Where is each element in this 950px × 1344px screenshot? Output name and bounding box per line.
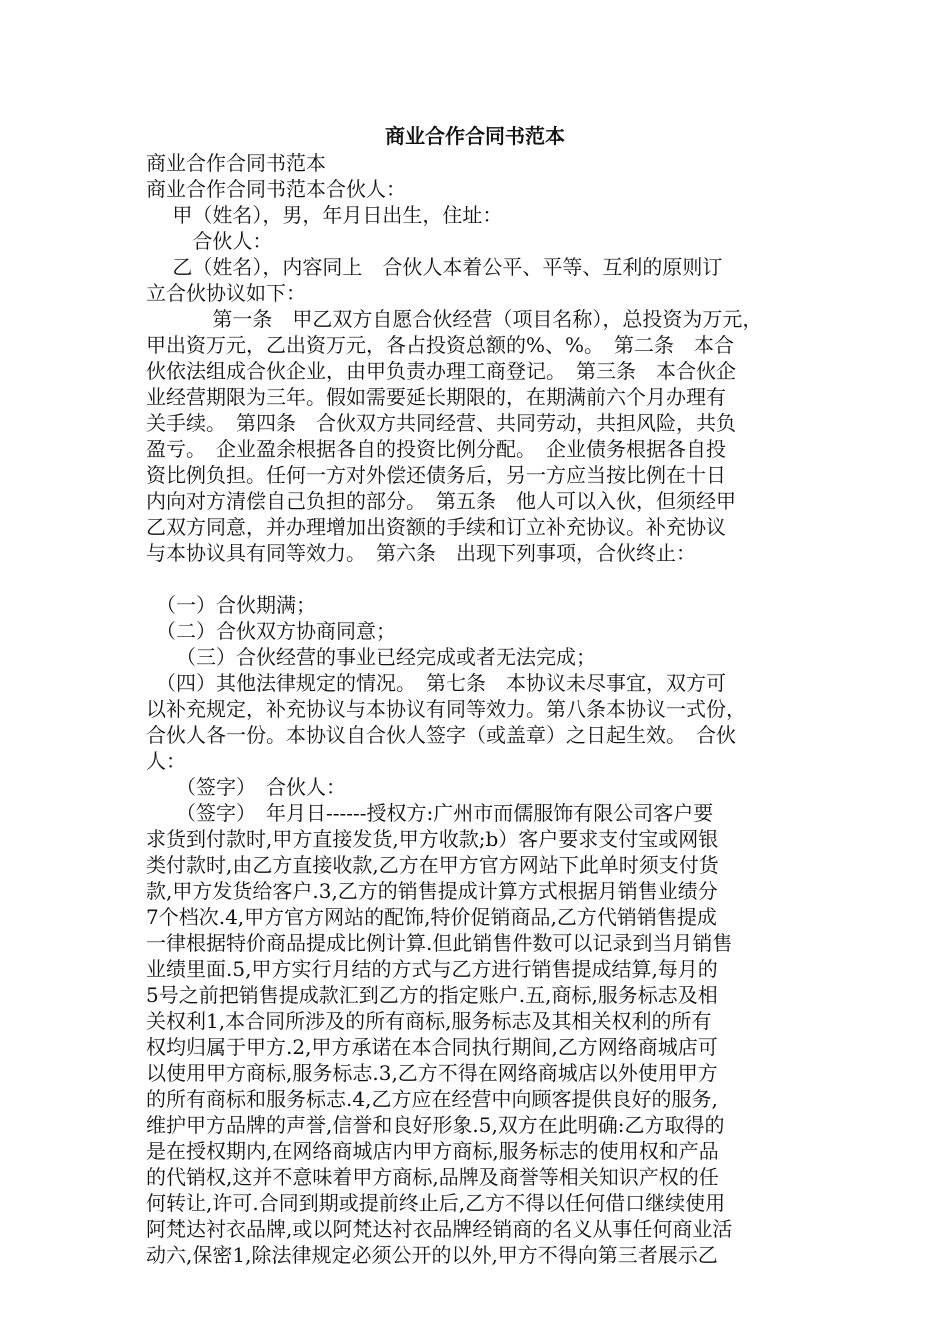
text-line: 第一条 甲乙双方自愿合伙经营（项目名称），总投资为万元，	[146, 307, 763, 331]
text-line: 甲（姓名），男，年月日出生，住址：	[146, 203, 503, 227]
text-line: 业经营期限为三年。假如需要延长期限的，在期满前六个月办理有	[146, 385, 726, 409]
text-line: 伙依法组成合伙企业，由甲负责办理工商登记。 第三条 本合伙企	[146, 359, 736, 383]
text-line: 商业合作合同书范本	[146, 151, 326, 175]
text-line: 的代销权,这并不意味着甲方商标,品牌及商誉等相关知识产权的任	[146, 1165, 719, 1189]
text-line: （二）合伙双方协商同意；	[146, 619, 396, 643]
text-line: （签字） 年月日------授权方:广州市而儒服饰有限公司客户要	[146, 801, 714, 825]
text-line: （四）其他法律规定的情况。 第七条 本协议未尽事宜，双方可	[146, 671, 726, 695]
text-line: 何转让,许可.合同到期或提前终止后,乙方不得以任何借口继续使用	[146, 1191, 726, 1215]
text-line: 商业合作合同书范本合伙人：	[146, 177, 406, 201]
text-line: 关权利1,本合同所涉及的所有商标,服务标志及其相关权利的所有	[146, 1009, 712, 1033]
text-line: （三）合伙经营的事业已经完成或者无法完成；	[146, 645, 596, 669]
text-line: （签字） 合伙人：	[146, 775, 346, 799]
text-line: 乙双方同意，并办理增加出资额的手续和订立补充协议。补充协议	[146, 515, 726, 539]
text-line: 一律根据特价商品提成比例计算.但此销售件数可以记录到当月销售	[146, 931, 733, 955]
text-line: 维护甲方品牌的声誉,信誉和良好形象.5,双方在此明确:乙方取得的	[146, 1113, 725, 1137]
text-line: 5号之前把销售提成款汇到乙方的指定账户.五,商标,服务标志及相	[146, 983, 718, 1007]
text-line: 资比例负担。任何一方对外偿还债务后，另一方应当按比例在十日	[146, 463, 726, 487]
text-line: 动六,保密1,除法律规定必须公开的以外,甲方不得向第三者展示乙	[146, 1243, 718, 1267]
text-line: 7个档次.4,甲方官方网站的配饰,特价促销商品,乙方代销销售提成	[146, 905, 717, 929]
text-line: 人：	[146, 749, 186, 773]
blank-line	[146, 566, 806, 592]
text-line: 立合伙协议如下：	[146, 281, 306, 305]
text-line: 合伙人：	[146, 229, 273, 253]
text-line: 阿梵达衬衣品牌,或以阿梵达衬衣品牌经销商的名义从事任何商业活	[146, 1217, 733, 1241]
text-line: 的所有商标和服务标志.4,乙方应在经营中向顾客提供良好的服务,	[146, 1087, 718, 1111]
text-line: 类付款时,由乙方直接收款,乙方在甲方官方网站下此单时须支付货	[146, 853, 719, 877]
text-line: 款,甲方发货给客户.3,乙方的销售提成计算方式根据月销售业绩分	[146, 879, 718, 903]
text-line: 甲出资万元，乙出资万元，各占投资总额的%、%。 第二条 本合	[146, 333, 735, 357]
text-line: 权均归属于甲方.2,甲方承诺在本合同执行期间,乙方网络商城店可	[146, 1035, 718, 1059]
text-line: 盈亏。 企业盈余根据各自的投资比例分配。 企业债务根据各自投	[146, 437, 726, 461]
text-line: 业绩里面.5,甲方实行月结的方式与乙方进行销售提成结算,每月的	[146, 957, 718, 981]
text-line: 关手续。 第四条 合伙双方共同经营、共同劳动，共担风险，共负	[146, 411, 736, 435]
text-line: 以补充规定，补充协议与本协议有同等效力。第八条本协议一式份，	[146, 697, 746, 721]
text-line: 合伙人各一份。本协议自合伙人签字（或盖章）之日起生效。 合伙	[146, 723, 736, 747]
text-line: （一）合伙期满；	[146, 593, 316, 617]
document-body	[146, 150, 806, 1268]
text-line: 是在授权期内,在网络商城店内甲方商标,服务标志的使用权和产品	[146, 1139, 719, 1163]
text-line: 内向对方清偿自己负担的部分。 第五条 他人可以入伙，但须经甲	[146, 489, 736, 513]
text-line: 以使用甲方商标,服务标志.3,乙方不得在网络商城店以外使用甲方	[146, 1061, 718, 1085]
text-line: 乙（姓名），内容同上 合伙人本着公平、平等、互利的原则订	[146, 255, 723, 279]
text-line: 与本协议具有同等效力。 第六条 出现下列事项，合伙终止：	[146, 541, 696, 565]
document-title: 商业合作合同书范本	[385, 124, 565, 148]
text-line: 求货到付款时,甲方直接发货,甲方收款;b）客户要求支付宝或网银	[146, 827, 719, 851]
